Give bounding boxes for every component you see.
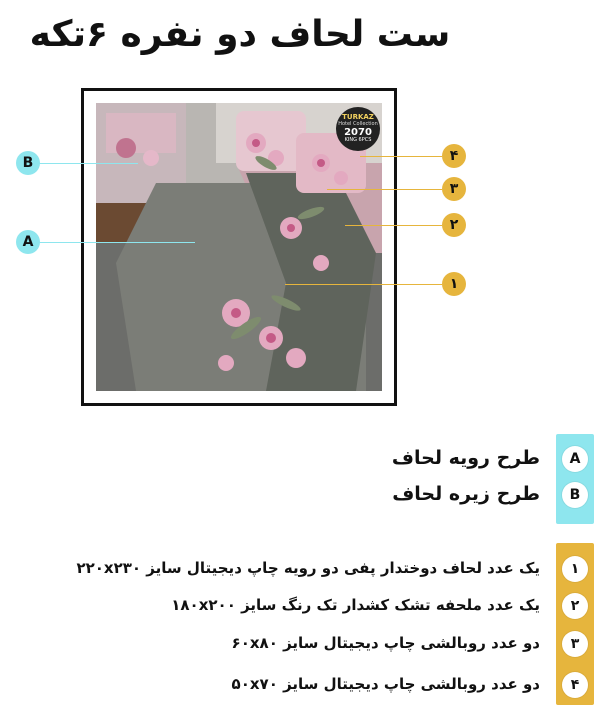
legend-text-b: طرح زیره لحاف [392, 483, 540, 505]
page-title: ست لحاف دو نفره ۶تکه [29, 14, 451, 55]
legend-text-a: طرح رویه لحاف [391, 447, 540, 469]
product-photo [96, 103, 382, 391]
brand-badge [336, 107, 380, 151]
legend-key-4: ۴ [562, 672, 588, 698]
callout-line-1 [285, 284, 442, 285]
legend-text-4: دو عدد روبالشی چاپ دیجیتال سایز ۵۰x۷۰ [231, 675, 540, 693]
callout-line-b [38, 163, 138, 164]
callout-marker-3: ۳ [442, 177, 466, 201]
legend-key-1: ۱ [562, 556, 588, 582]
legend-text-2: یک عدد ملحفه تشک کشدار تک رنگ سایز ۱۸۰x۲۰۰ [171, 596, 540, 614]
legend-key-3: ۳ [562, 631, 588, 657]
badge-brand: TURKAZ [342, 113, 374, 122]
callout-marker-a: A [16, 230, 40, 254]
callout-line-a [38, 242, 195, 243]
callout-marker-2: ۲ [442, 213, 466, 237]
product-image-frame [81, 88, 397, 406]
legend-text-1: یک عدد لحاف دوختدار پفی دو رویه چاپ دیجیتال سایز ۲۲۰x۲۳۰ [76, 559, 540, 577]
legend-key-a: A [562, 446, 588, 472]
legend-key-b: B [562, 482, 588, 508]
callout-marker-1: ۱ [442, 272, 466, 296]
badge-size: KING 6PCS [344, 137, 372, 144]
badge-model: 2070 [344, 127, 372, 139]
badge-subtitle: Hotel Collection [338, 120, 378, 127]
bedding-illustration [96, 103, 382, 391]
legend-key-2: ۲ [562, 593, 588, 619]
callout-marker-b: B [16, 151, 40, 175]
callout-marker-4: ۴ [442, 144, 466, 168]
callout-line-4 [360, 156, 442, 157]
legend-text-3: دو عدد روبالشی چاپ دیجیتال سایز ۶۰x۸۰ [231, 634, 540, 652]
callout-line-2 [345, 225, 442, 226]
callout-line-3 [327, 189, 442, 190]
